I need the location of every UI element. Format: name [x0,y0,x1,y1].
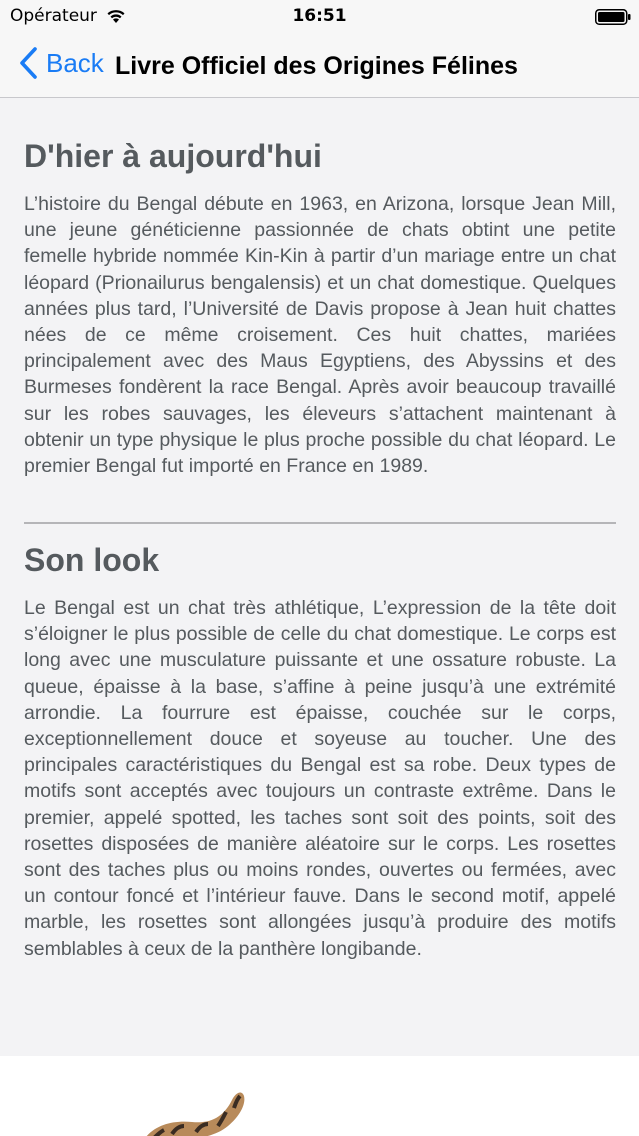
battery-icon [595,9,631,25]
section-title-look: Son look [24,542,160,578]
navigation-bar [0,36,639,98]
section-divider [24,522,616,524]
cat-photo-area [0,1056,639,1136]
section-text-look: Le Bengal est un chat très athlétique, L’expression de la tête doit s’éloigner le plus possible de celle du chat domestique. Le corps est long avec une musculature puissante et une ossature robuste. La queue, épaisse à la base, s’affine à peine jusqu’à une extrémité arrondie. La fourrure est épaisse, couchée sur le corps, exceptionnellement douce et soyeuse au toucher. Une des principales caractéristiques du Bengal est sa robe. Deux types de motifs sont acceptés avec toujours un contraste extrême. Dans le premier, appelé spotted, les taches sont soit des points, soit des rosettes disposées de manière aléatoire sur le corps. Les rosettes sont des taches plus ou moins rondes, ouvertes ou fermées, avec un contour foncé et l’intérieur fauve. Dans le second motif, appelé marble, les rosettes sont allongées jusqu’à produire des motifs semblables à ceux de la panthère longibande. [24,597,616,960]
section-title-history: D'hier à aujourd'hui [24,138,322,174]
page-title: Livre Officiel des Origines Félines [115,52,518,80]
cat-tail-image [120,1086,260,1136]
chevron-left-icon [18,46,38,80]
status-time: 16:51 [292,6,347,26]
section-text-history: L’histoire du Bengal débute en 1963, en Arizona, lorsque Jean Mill, une jeune généticienne passionnée de chats obtint une petite femelle hybride nommée Kin-Kin à partir d’un mariage entre un chat léopard (Prionailurus bengalensis) et un chat domestique. Quelques années plus tard, l’Université de Davis propose à Jean huit chattes nées de ce même croisement. Ces huit chattes, mariées principalement avec des Maus Egyptiens, des Abyssins et des Burmeses fondèrent la race Bengal. Après avoir beaucoup travaillé sur les robes sauvages, les éleveurs s’attachent maintenant à obtenir un type physique le plus proche possible du chat léopard. Le premier Bengal fut importé en France en 1989. [24,193,616,478]
status-bar [0,0,639,36]
back-button[interactable] [18,46,104,80]
back-label: Back [46,47,104,78]
article-content[interactable] [0,98,639,1056]
carrier-label: Opérateur [10,6,97,26]
